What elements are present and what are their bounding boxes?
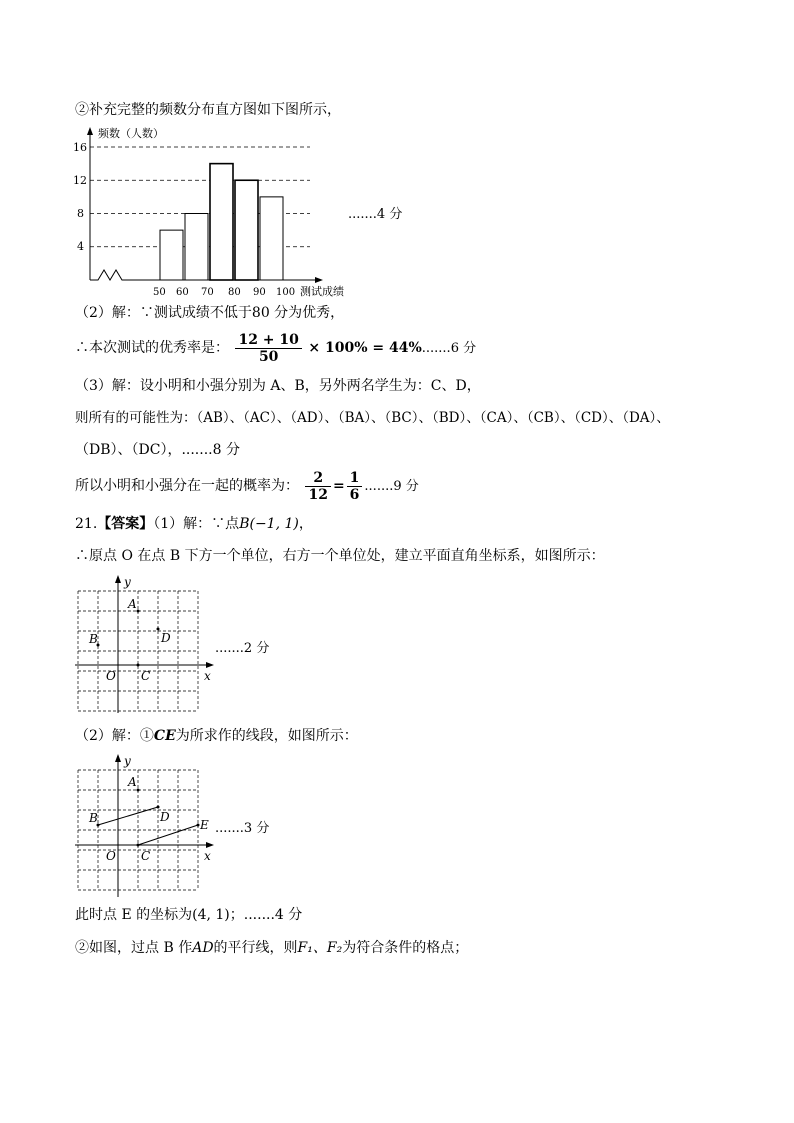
points-f1-f2: F₁、F₂: [297, 940, 343, 956]
possibilities-line-1: 则所有的可能性为：（AB）、（AC）、（AD）、（BA）、（BC）、（BD）、（CA）、（CB）、（CD）、（DA）、: [75, 410, 670, 426]
prob-den-2: 6: [349, 486, 360, 503]
parallel-end: 为符合条件的格点；: [342, 940, 469, 956]
point-c-1: [137, 664, 140, 667]
score-6: .......6 分: [421, 341, 477, 356]
grid2-label-a: A: [128, 775, 137, 789]
q21-line-1: [75, 514, 313, 534]
parallel-prefix: ②如图，过点 B 作: [75, 940, 193, 956]
grid1-label-c: C: [141, 669, 151, 683]
hist-ylabel: 频数（人数）: [98, 127, 164, 140]
rate-result: × 100% = 44%: [308, 340, 422, 356]
grid1-label-y: y: [124, 575, 131, 589]
answer-tag: 【答案】: [97, 516, 154, 532]
ytick-8: 8: [77, 207, 84, 220]
grid1-label-d: D: [161, 631, 171, 645]
point-b-coord: B(−1, 1): [239, 516, 299, 532]
bar-80-90: [235, 180, 258, 280]
point-d-1: [157, 628, 160, 631]
prob-fraction-2: [347, 470, 363, 503]
ytick-4: 4: [77, 240, 84, 253]
grid2-label-d: D: [160, 810, 170, 824]
coordinate-grid-1: [70, 573, 220, 713]
grid1-label-x: x: [204, 669, 211, 683]
score-3: .......3 分: [215, 821, 270, 836]
q21-line-2: ∴原点 O 在点 B 下方一个单位，右方一个单位处，建立平面直角坐标系，如图所示：: [75, 548, 605, 564]
q3-line: （3）解：设小明和小强分别为 A、B，另外两名学生为：C、D，: [75, 378, 481, 394]
grid2-label-b: B: [89, 811, 98, 825]
rate-prefix: ∴本次测试的优秀率是：: [75, 340, 229, 356]
rate-denominator: 50: [258, 348, 279, 365]
point-d-2: [157, 806, 160, 809]
grid2-label-o: O: [106, 849, 116, 863]
xtick-70: 70: [201, 287, 214, 298]
grid2-label-x: x: [204, 849, 211, 863]
q21-number: 21.: [75, 516, 98, 532]
parallel-mid: 的平行线，则: [213, 940, 298, 956]
q21-part2-rest: 为所求作的线段，如图所示：: [175, 728, 358, 744]
frequency-histogram: [65, 125, 344, 300]
possibilities-line-2: （DB）、（DC），.......8 分: [75, 442, 240, 458]
bar-70-80: [210, 164, 233, 280]
prob-den-1: 12: [308, 486, 328, 503]
grid2-label-e: E: [200, 818, 209, 832]
grid1-label-a: A: [128, 597, 137, 611]
grid2-lines: [78, 770, 198, 890]
q21-line1-text: （1）解：∵点: [153, 516, 240, 532]
hist-xlabel: 测试成绩: [300, 285, 344, 298]
score-9: .......9 分: [364, 479, 419, 494]
grid1-lines: [78, 591, 198, 711]
coordinate-grid-2: [70, 752, 220, 897]
grid1-label-o: O: [106, 669, 116, 683]
q21-line1-end: ，: [298, 516, 313, 532]
xtick-100: 100: [276, 287, 296, 298]
score-4-a: .......4 分: [348, 207, 403, 222]
excellence-rate-line: [75, 330, 476, 367]
grid2-label-c: C: [141, 849, 151, 863]
ytick-16: 16: [73, 141, 87, 154]
parallel-line: [75, 938, 468, 958]
xtick-50: 50: [153, 287, 166, 298]
e-coord-value: (4, 1): [192, 907, 230, 923]
prob-fraction-1: [305, 470, 330, 503]
xtick-60: 60: [176, 287, 189, 298]
prob-num-1: 2: [305, 470, 330, 487]
grid2-label-y: y: [124, 754, 131, 768]
point-c-2: [137, 844, 140, 847]
point-a-2: [137, 789, 140, 792]
bar-60-70: [185, 214, 208, 281]
grid1-label-b: B: [89, 632, 98, 646]
segment-ad: AD: [192, 940, 214, 956]
bar-90-100: [260, 197, 283, 280]
point-a-1: [137, 610, 140, 613]
xtick-90: 90: [253, 287, 266, 298]
e-coord-prefix: 此时点 E 的坐标为: [75, 907, 193, 923]
q21-part2-prefix: （2）解：①: [75, 728, 154, 744]
q2-line: （2）解：∵测试成绩不低于80 分为优秀，: [75, 305, 345, 321]
xtick-80: 80: [228, 287, 241, 298]
score-2: .......2 分: [215, 641, 270, 656]
ytick-12: 12: [73, 174, 87, 187]
bar-50-60: [160, 230, 183, 280]
prob-prefix: 所以小明和小强分在一起的概率为：: [75, 478, 299, 494]
rate-numerator: 12 + 10: [235, 332, 301, 349]
q21-part2-line: [75, 726, 358, 746]
segment-ce-line: [138, 825, 198, 845]
e-coord-line: [75, 905, 302, 925]
prob-num-2: 1: [347, 470, 363, 487]
probability-line: [75, 468, 419, 505]
hist-intro-line: ②补充完整的频数分布直方图如下图所示，: [75, 102, 341, 118]
segment-ce: CE: [153, 728, 176, 744]
e-coord-rest: ；.......4 分: [229, 907, 303, 923]
prob-equals: =: [332, 478, 345, 494]
rate-fraction: [235, 332, 301, 365]
